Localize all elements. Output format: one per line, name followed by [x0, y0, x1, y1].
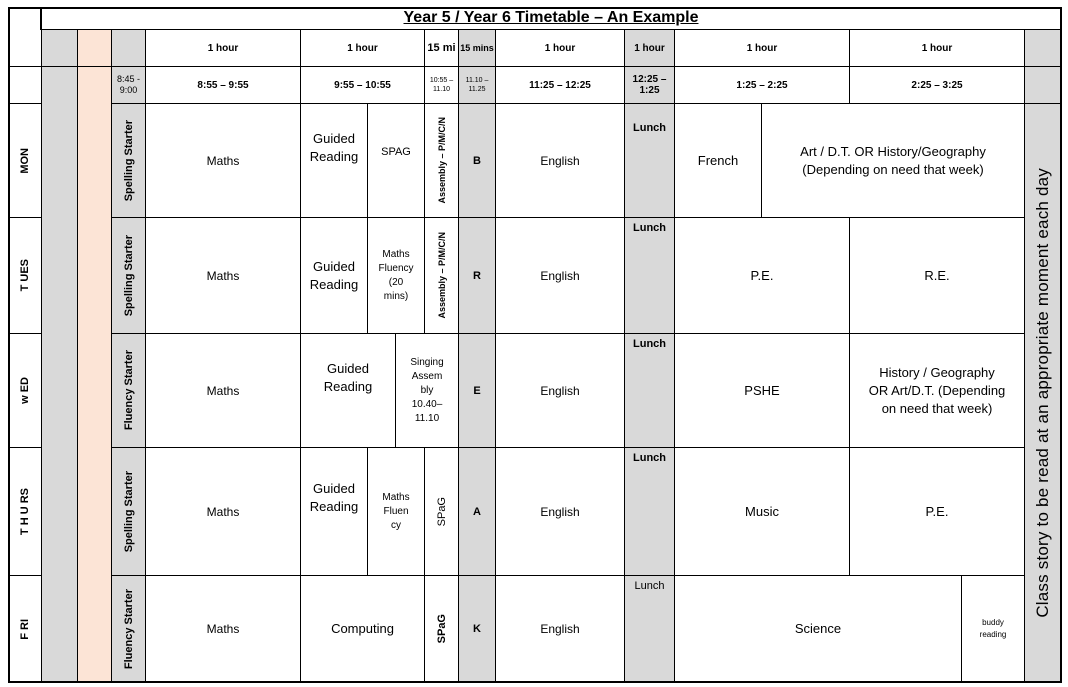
time-slot-5: 11:25 – 12:25	[496, 67, 625, 104]
thurs-maths-fluency: Maths Fluen cy	[368, 448, 425, 576]
wed-break-letter: E	[459, 334, 496, 448]
wed-singing-assembly: Singing Assem bly 10.40– 11.10	[396, 334, 459, 448]
tues-english: English	[496, 218, 625, 334]
day-label-tues: T UES	[8, 218, 42, 334]
mon-afternoon: Art / D.T. OR History/Geography (Depending on need that week)	[762, 104, 1025, 218]
starter-duration-cell	[112, 30, 146, 67]
fri-maths: Maths	[146, 576, 301, 683]
mon-guided-reading: Guided Reading	[301, 104, 368, 218]
tues-re: R.E.	[850, 218, 1025, 334]
duration-slot-8: 1 hour	[850, 30, 1025, 67]
duration-slot-6: 1 hour	[625, 30, 675, 67]
grey-column	[42, 67, 78, 683]
peach-header-cell	[78, 30, 112, 67]
fri-english: English	[496, 576, 625, 683]
thurs-spag: SPaG	[425, 448, 459, 576]
starter-time: 8:45 - 9:00	[112, 67, 146, 104]
tues-maths-fluency: Maths Fluency (20 mins)	[368, 218, 425, 334]
mon-assembly: Assembly – P/M/C/N	[425, 104, 459, 218]
wed-english: English	[496, 334, 625, 448]
mon-break-letter: B	[459, 104, 496, 218]
page-title: Year 5 / Year 6 Timetable – An Example	[40, 7, 1062, 30]
duration-slot-7: 1 hour	[675, 30, 850, 67]
wed-afternoon: History / Geography OR Art/D.T. (Depending on need that week)	[850, 334, 1025, 448]
wed-maths: Maths	[146, 334, 301, 448]
tues-maths: Maths	[146, 218, 301, 334]
side-note-text: Class story to be read at an appropriate moment each day	[1033, 168, 1052, 618]
corner-cell-1	[8, 30, 42, 67]
day-label-wed: w ED	[8, 334, 42, 448]
thurs-pe: P.E.	[850, 448, 1025, 576]
wed-pshe: PSHE	[675, 334, 850, 448]
title-left-cell	[8, 7, 42, 30]
time-slot-3: 10:55 – 11.10	[425, 67, 459, 104]
duration-slot-3: 15 mi	[425, 30, 459, 67]
mon-maths: Maths	[146, 104, 301, 218]
note-header-cell-2	[1025, 67, 1062, 104]
time-slot-4: 11.10 – 11.25	[459, 67, 496, 104]
grey-header-cell-1	[42, 30, 78, 67]
fri-computing: Computing	[301, 576, 425, 683]
thurs-guided-reading: Guided Reading	[301, 448, 368, 576]
tues-pe: P.E.	[675, 218, 850, 334]
wed-guided-reading: Guided Reading	[301, 334, 396, 448]
mon-spag: SPAG	[368, 104, 425, 218]
tues-guided-reading: Guided Reading	[301, 218, 368, 334]
time-slot-8: 2:25 – 3:25	[850, 67, 1025, 104]
duration-slot-4: 15 mins	[459, 30, 496, 67]
duration-slot-1: 1 hour	[146, 30, 301, 67]
fri-break-letter: K	[459, 576, 496, 683]
day-label-mon: MON	[8, 104, 42, 218]
starter-wed: Fluency Starter	[112, 334, 146, 448]
tues-break-letter: R	[459, 218, 496, 334]
wed-lunch: Lunch	[625, 334, 675, 448]
fri-science: Science	[675, 576, 962, 683]
starter-tues: Spelling Starter	[112, 218, 146, 334]
thurs-english: English	[496, 448, 625, 576]
time-slot-7: 1:25 – 2:25	[675, 67, 850, 104]
peach-column	[78, 67, 112, 683]
day-label-fri: F RI	[8, 576, 42, 683]
thurs-break-letter: A	[459, 448, 496, 576]
fri-lunch: Lunch	[625, 576, 675, 683]
starter-fri: Fluency Starter	[112, 576, 146, 683]
thurs-maths: Maths	[146, 448, 301, 576]
thurs-lunch: Lunch	[625, 448, 675, 576]
side-note-cell	[1025, 104, 1062, 683]
time-slot-1: 8:55 – 9:55	[146, 67, 301, 104]
mon-lunch: Lunch	[625, 104, 675, 218]
note-header-cell-1	[1025, 30, 1062, 67]
starter-mon: Spelling Starter	[112, 104, 146, 218]
mon-english: English	[496, 104, 625, 218]
tues-assembly: Assembly – P/M/C/N	[425, 218, 459, 334]
duration-slot-5: 1 hour	[496, 30, 625, 67]
thurs-music: Music	[675, 448, 850, 576]
starter-thurs: Spelling Starter	[112, 448, 146, 576]
corner-cell-2	[8, 67, 42, 104]
time-slot-2: 9:55 – 10:55	[301, 67, 425, 104]
tues-lunch: Lunch	[625, 218, 675, 334]
duration-slot-2: 1 hour	[301, 30, 425, 67]
fri-buddy-reading: buddy reading	[962, 576, 1025, 683]
time-slot-6: 12:25 – 1:25	[625, 67, 675, 104]
day-label-thurs: T H U RS	[8, 448, 42, 576]
mon-french: French	[675, 104, 762, 218]
fri-spag: SPaG	[425, 576, 459, 683]
